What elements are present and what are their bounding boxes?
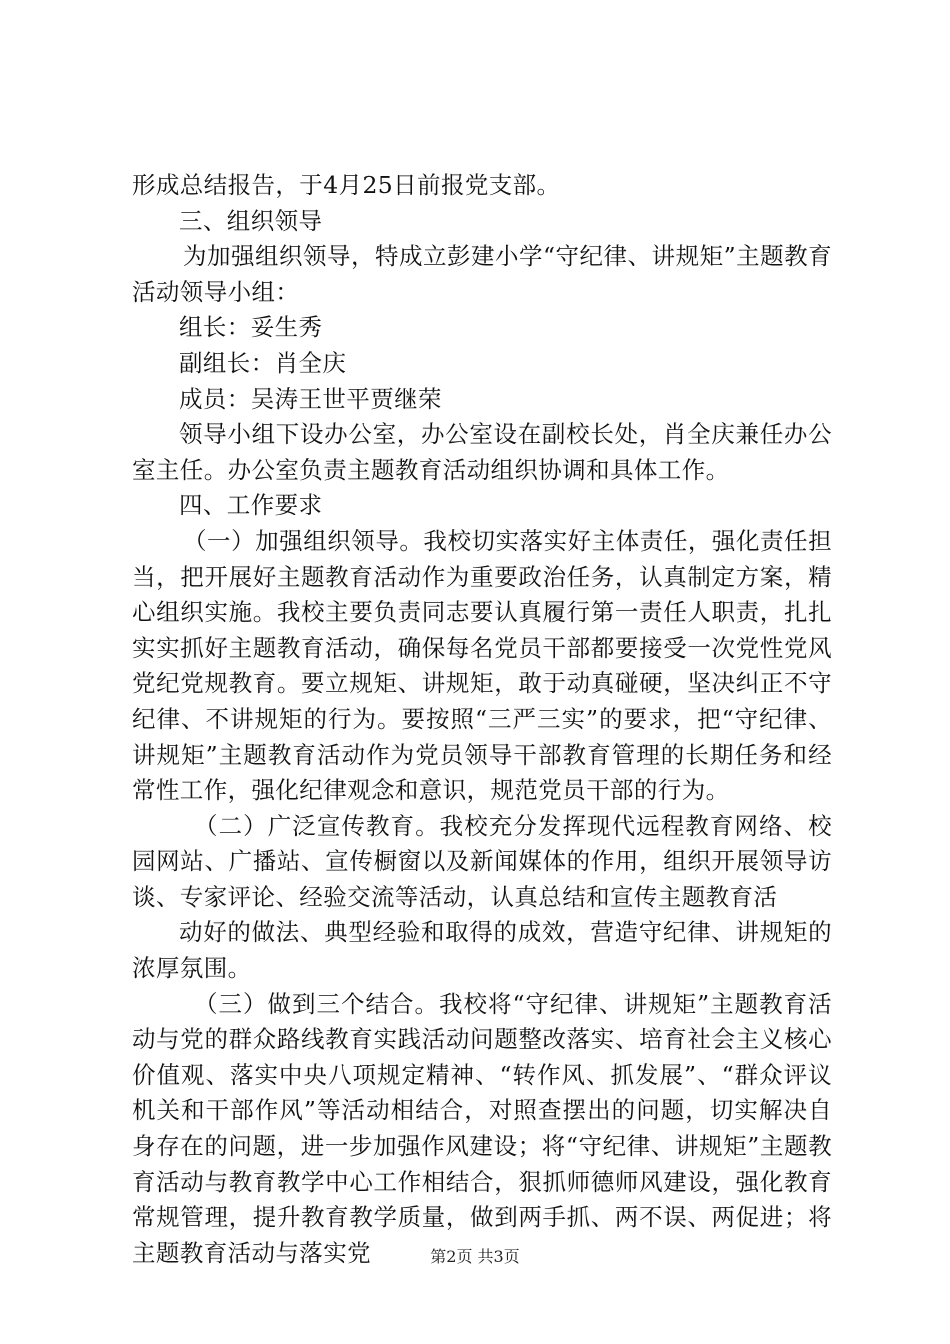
heading-organization-leadership: 三、组织领导 [179, 206, 323, 235]
paragraph-leadership-group-intro: 为加强组织领导，特成立彭建小学“守纪律、讲规矩”主题教育活动领导小组： [132, 242, 832, 306]
paragraph-publicity-continued: 动好的做法、典型经验和取得的成效，营造守纪律、讲规矩的浓厚氛围。 [132, 918, 832, 983]
paragraph-strengthen-leadership: （一）加强组织领导。我校切实落实好主体责任，强化责任担当，把开展好主题教育活动作为重要政治任务，认真制定方案，精心组织实施。我校主要负责同志要认真履行第一责任人职责，扎扎实实抓好主题教育活动，确保每名党员干部都要接受一次党性党风党纪党规教育。要立规矩、讲规矩，敢于动真碰硬，坚决纠正不守纪律、不讲规矩的行为。要按照“三严三实”的要求，把“守纪律、讲规矩”主题教育活动作为党员领导干部教育管理的长期任务和经常性工作，强化纪律观念和意识，规范党员干部的行为。 [132, 526, 832, 805]
page-footer: 第2页 共3页 [430, 1247, 520, 1266]
paragraph-members: 成员：吴涛王世平贾继荣 [179, 384, 442, 413]
paragraph-three-combinations: （三）做到三个结合。我校将“守纪律、讲规矩”主题教育活动与党的群众路线教育实践活动问题整改落实、培育社会主义核心价值观、落实中央八项规定精神、“转作风、抓发展”、“群众评议机关和干部作风”等活动相结合，对照查摆出的问题，切实解决自身存在的问题，进一步加强作风建设；将“守纪律、讲规矩”主题教育活动与教育教学中心工作相结合，狠抓师德师风建设，强化教育常规管理，提升教育教学质量，做到两手抓、两不误、两促进；将主题教育活动与落实党 [132, 989, 832, 1267]
paragraph-report-deadline: 形成总结报告，于4月25日前报党支部。 [132, 171, 561, 199]
paragraph-office-setup: 领导小组下设办公室，办公室设在副校长处，肖全庆兼任办公室主任。办公室负责主题教育活动组织协调和具体工作。 [132, 420, 832, 484]
heading-work-requirements: 四、工作要求 [179, 491, 323, 520]
document-body [132, 168, 832, 1271]
paragraph-publicity-education: （二）广泛宣传教育。我校充分发挥现代远程教育网络、校园网站、广播站、宣传橱窗以及新闻媒体的作用，组织开展领导访谈、专家评论、经验交流等活动，认真总结和宣传主题教育活 [132, 811, 832, 911]
paragraph-group-leader: 组长：妥生秀 [179, 313, 323, 342]
paragraph-deputy-leader: 副组长：肖全庆 [179, 348, 347, 377]
